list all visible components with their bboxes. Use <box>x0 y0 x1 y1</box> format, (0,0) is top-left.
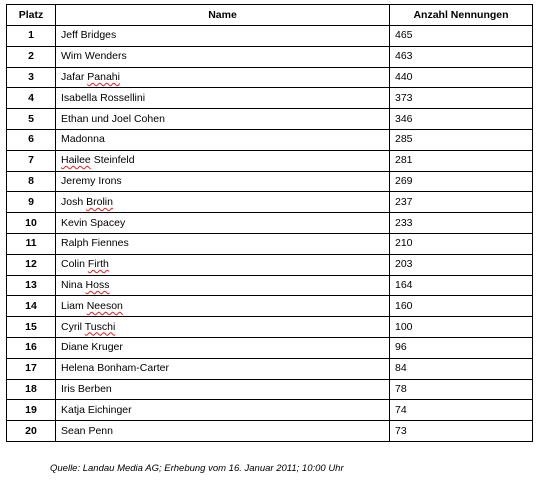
rank-cell: 12 <box>7 254 56 275</box>
spellcheck-flagged-word: Tuschi <box>84 320 116 333</box>
rank-cell: 1 <box>7 26 56 47</box>
name-cell <box>56 317 390 338</box>
count-cell: 74 <box>390 400 533 421</box>
count-cell: 100 <box>390 317 533 338</box>
rank-cell: 17 <box>7 358 56 379</box>
rank-cell: 5 <box>7 109 56 130</box>
count-cell: 160 <box>390 296 533 317</box>
rank-cell: 14 <box>7 296 56 317</box>
rank-cell: 11 <box>7 233 56 254</box>
header-rank: Platz <box>7 5 56 26</box>
name-cell <box>56 192 390 213</box>
table-row <box>7 379 533 400</box>
name-cell <box>56 296 390 317</box>
name-cell: Jeff Bridges <box>56 26 390 47</box>
count-cell: 269 <box>390 171 533 192</box>
table-row <box>7 421 533 442</box>
rank-cell: 16 <box>7 337 56 358</box>
name-cell: Wim Wenders <box>56 46 390 67</box>
rank-cell: 9 <box>7 192 56 213</box>
name-part: Jafar <box>61 70 88 83</box>
table-row <box>7 192 533 213</box>
spellcheck-flagged-word: Hailee <box>61 154 91 167</box>
name-cell: Katja Eichinger <box>56 400 390 421</box>
table-row <box>7 46 533 67</box>
rank-cell: 3 <box>7 67 56 88</box>
table-row <box>7 254 533 275</box>
name-cell <box>56 150 390 171</box>
name-cell <box>56 254 390 275</box>
name-cell: Sean Penn <box>56 421 390 442</box>
spellcheck-flagged-word: Hoss <box>85 278 110 291</box>
name-part: Steinfeld <box>90 154 135 167</box>
count-cell: 210 <box>390 233 533 254</box>
rank-cell: 4 <box>7 88 56 109</box>
rank-cell: 10 <box>7 213 56 234</box>
count-cell: 373 <box>390 88 533 109</box>
count-cell: 440 <box>390 67 533 88</box>
table-row <box>7 400 533 421</box>
name-part: Liam <box>61 299 87 312</box>
name-cell: Ethan und Joel Cohen <box>56 109 390 130</box>
table-row <box>7 129 533 150</box>
table-row <box>7 67 533 88</box>
count-cell: 346 <box>390 109 533 130</box>
name-cell: Iris Berben <box>56 379 390 400</box>
name-part: Cyril <box>61 320 85 333</box>
name-cell <box>56 275 390 296</box>
rank-cell: 8 <box>7 171 56 192</box>
count-cell: 164 <box>390 275 533 296</box>
count-cell: 463 <box>390 46 533 67</box>
count-cell: 281 <box>390 150 533 171</box>
name-cell: Kevin Spacey <box>56 213 390 234</box>
ranking-table <box>6 4 533 442</box>
count-cell: 73 <box>390 421 533 442</box>
spellcheck-flagged-word: Brolin <box>86 195 113 208</box>
table-row <box>7 150 533 171</box>
name-part: Nina <box>61 278 86 291</box>
spellcheck-flagged-word: Neeson <box>86 299 123 312</box>
rank-cell: 2 <box>7 46 56 67</box>
header-name: Name <box>56 5 390 26</box>
name-part: Josh <box>61 195 87 208</box>
rank-cell: 7 <box>7 150 56 171</box>
count-cell: 203 <box>390 254 533 275</box>
rank-cell: 18 <box>7 379 56 400</box>
count-cell: 465 <box>390 26 533 47</box>
header-count: Anzahl Nennungen <box>390 5 533 26</box>
rank-cell: 13 <box>7 275 56 296</box>
rank-cell: 6 <box>7 129 56 150</box>
table-row <box>7 88 533 109</box>
table-row <box>7 109 533 130</box>
count-cell: 78 <box>390 379 533 400</box>
name-part: Colin <box>61 258 88 271</box>
table-row <box>7 233 533 254</box>
count-cell: 237 <box>390 192 533 213</box>
rank-cell: 15 <box>7 317 56 338</box>
rank-cell: 20 <box>7 421 56 442</box>
table-row <box>7 26 533 47</box>
rank-cell: 19 <box>7 400 56 421</box>
name-cell: Madonna <box>56 129 390 150</box>
table-header-row <box>7 5 533 26</box>
table-row <box>7 296 533 317</box>
name-cell: Diane Kruger <box>56 337 390 358</box>
spellcheck-flagged-word: Panahi <box>87 70 120 83</box>
name-cell: Jeremy Irons <box>56 171 390 192</box>
table-row <box>7 171 533 192</box>
count-cell: 84 <box>390 358 533 379</box>
table-row <box>7 213 533 234</box>
name-cell: Helena Bonham-Carter <box>56 358 390 379</box>
table-row <box>7 275 533 296</box>
name-cell <box>56 67 390 88</box>
table-row <box>7 337 533 358</box>
name-cell: Ralph Fiennes <box>56 233 390 254</box>
count-cell: 233 <box>390 213 533 234</box>
count-cell: 96 <box>390 337 533 358</box>
table-row <box>7 358 533 379</box>
source-note: Quelle: Landau Media AG; Erhebung vom 16. Januar 2011; 10:00 Uhr <box>50 463 344 474</box>
count-cell: 285 <box>390 129 533 150</box>
table-row <box>7 317 533 338</box>
name-cell: Isabella Rossellini <box>56 88 390 109</box>
spellcheck-flagged-word: Firth <box>87 258 109 271</box>
